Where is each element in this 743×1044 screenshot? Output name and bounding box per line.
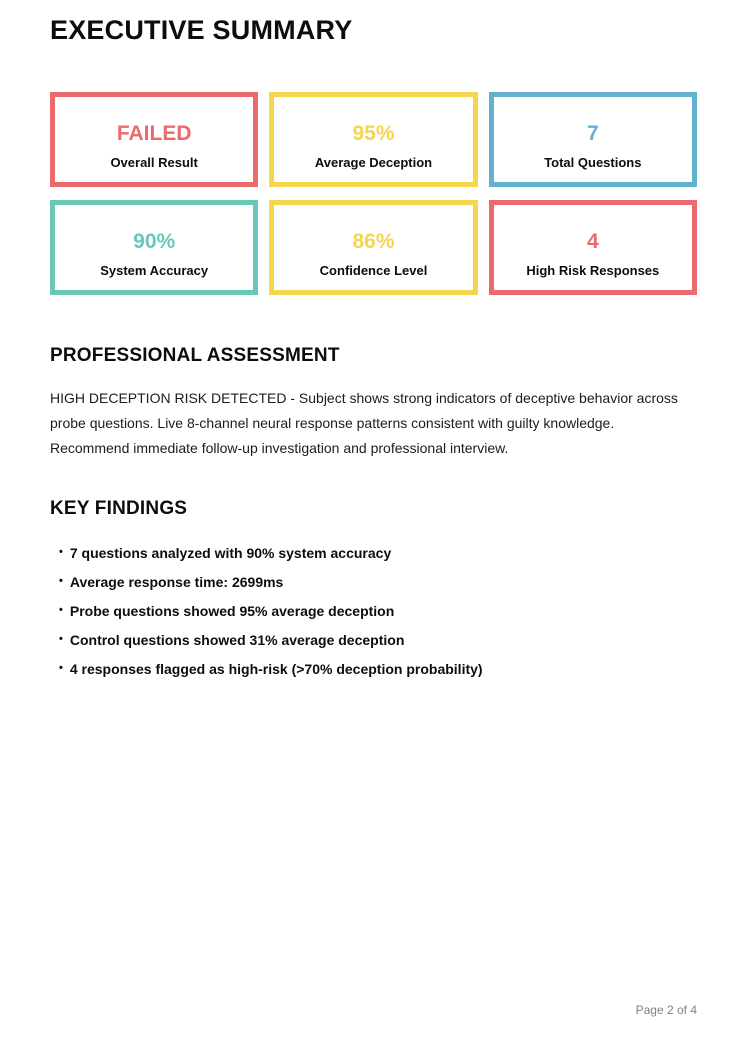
finding-text: Control questions showed 31% average deception xyxy=(69,632,405,648)
stat-value: 4 xyxy=(586,229,599,253)
stat-card-high-risk-responses xyxy=(489,200,697,295)
bullet-icon: • xyxy=(59,604,63,616)
bullet-icon: • xyxy=(59,575,63,587)
report-content xyxy=(0,14,743,677)
stat-label: Average Deception xyxy=(314,154,433,170)
finding-item xyxy=(59,575,697,590)
stat-value: 86% xyxy=(352,229,395,253)
stat-label: Confidence Level xyxy=(319,262,428,278)
assessment-heading: PROFESSIONAL ASSESSMENT xyxy=(50,345,340,366)
assessment-paragraph: HIGH DECEPTION RISK DETECTED - Subject shows strong indicators of deceptive behavior across probe questions. Live 8-channel neural response patterns consistent with guilty knowledge. Recommend immediate follow-up investigation and professional interview. xyxy=(50,390,678,456)
page-title: EXECUTIVE SUMMARY xyxy=(50,15,353,45)
finding-item xyxy=(59,546,697,561)
bullet-icon: • xyxy=(59,633,63,645)
stat-value: 7 xyxy=(586,121,599,145)
stat-value: 90% xyxy=(133,229,176,253)
findings-list xyxy=(50,546,697,677)
stat-card-average-deception xyxy=(269,92,477,187)
stat-value: 95% xyxy=(352,121,395,145)
stat-label: Overall Result xyxy=(110,154,198,170)
page-number: Page 2 of 4 xyxy=(635,1003,697,1017)
stat-card-overall-result xyxy=(50,92,258,187)
stat-card-system-accuracy xyxy=(50,200,258,295)
finding-item xyxy=(59,633,697,648)
stat-label: Total Questions xyxy=(544,154,642,170)
finding-text: Probe questions showed 95% average deception xyxy=(69,603,395,619)
findings-heading: KEY FINDINGS xyxy=(50,498,188,519)
stat-label: High Risk Responses xyxy=(526,262,660,278)
stat-label: System Accuracy xyxy=(100,262,209,278)
bullet-icon: • xyxy=(59,546,63,558)
finding-text: 7 questions analyzed with 90% system accuracy xyxy=(69,545,392,561)
finding-item xyxy=(59,604,697,619)
stat-card-confidence-level xyxy=(269,200,477,295)
finding-item xyxy=(59,662,697,677)
stat-card-total-questions xyxy=(489,92,697,187)
finding-text: 4 responses flagged as high-risk (>70% deception probability) xyxy=(69,661,483,677)
stats-grid xyxy=(50,92,697,295)
stat-value: FAILED xyxy=(116,121,192,145)
bullet-icon: • xyxy=(59,662,63,674)
finding-text: Average response time: 2699ms xyxy=(69,574,284,590)
